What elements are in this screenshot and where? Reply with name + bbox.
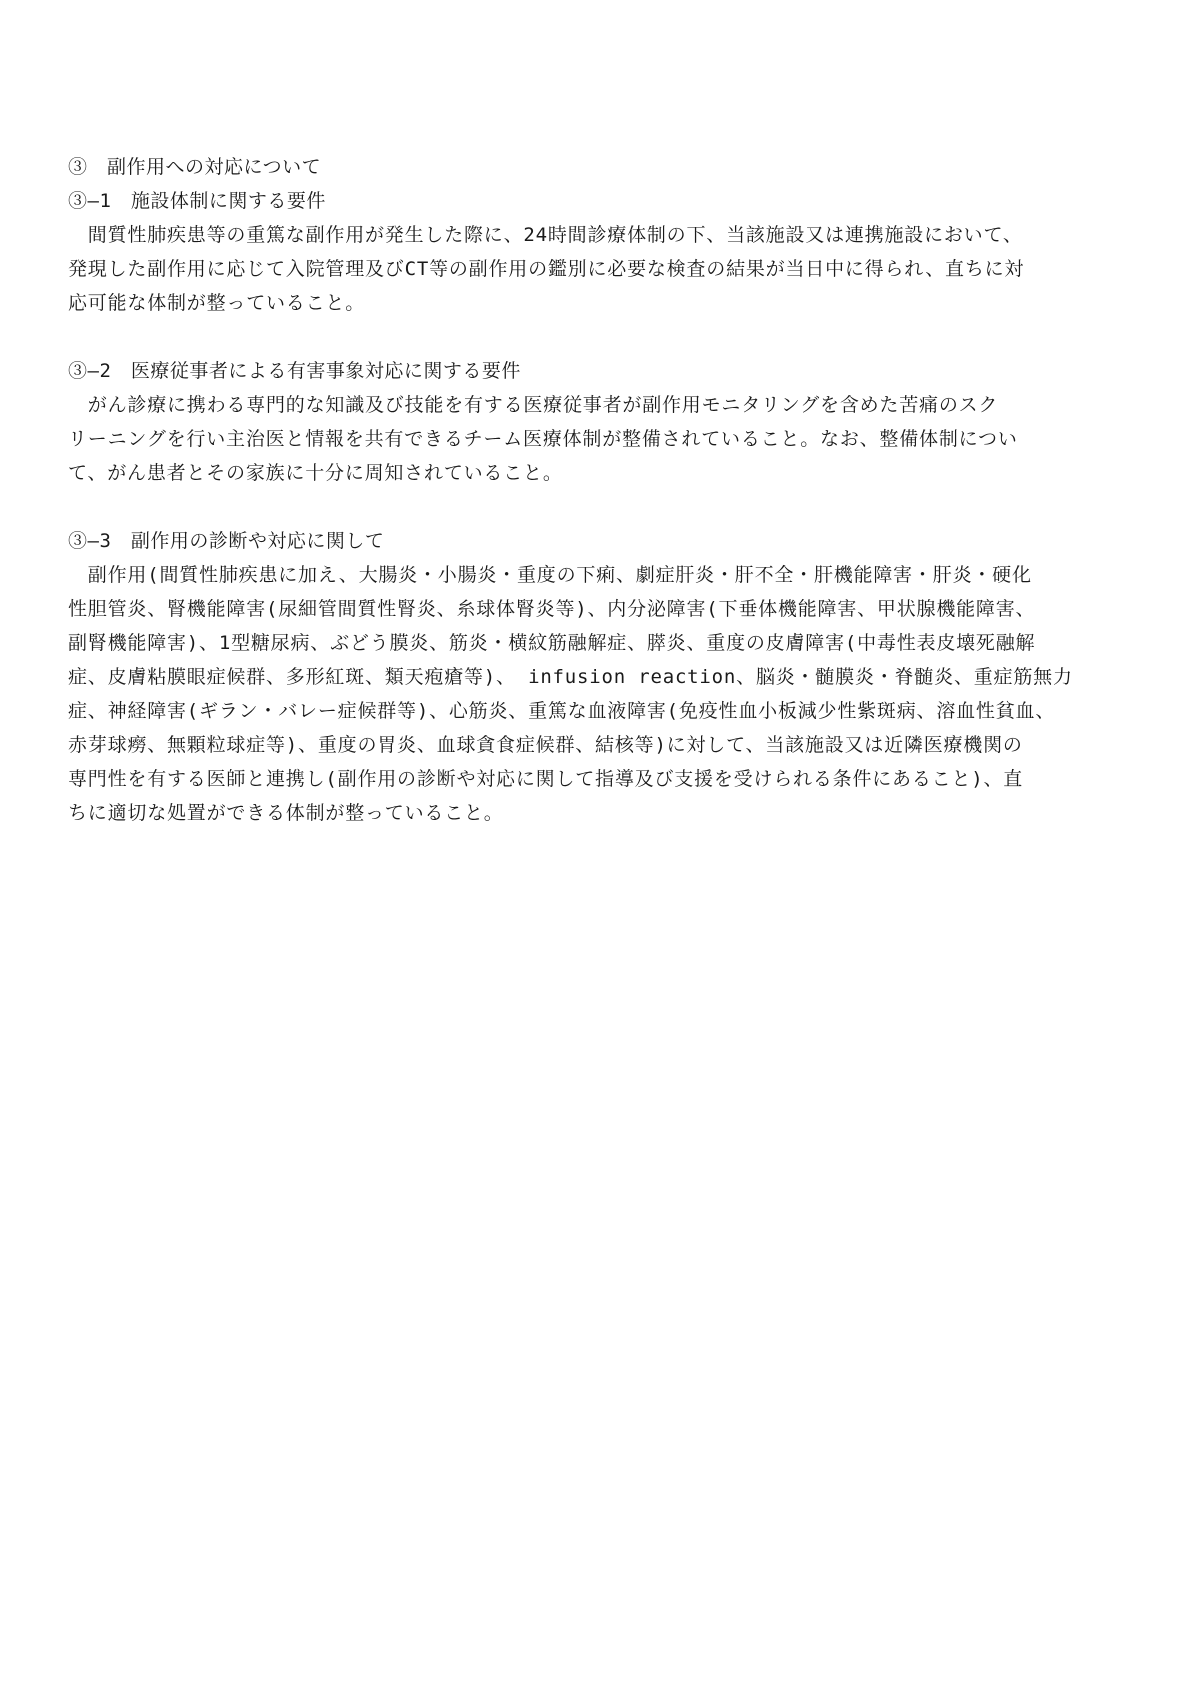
- section-2-line: リーニングを行い主治医と情報を共有できるチーム医療体制が整備されていること。なお、整備体制につい: [68, 428, 1018, 450]
- section-3-line: 症、皮膚粘膜眼症候群、多形紅斑、類天疱瘡等)、 infusion reaction、脳炎・髄膜炎・脊髄炎、重症筋無力: [68, 666, 1073, 688]
- section-3-line: 性胆管炎、腎機能障害(尿細管間質性腎炎、糸球体腎炎等)、内分泌障害(下垂体機能障害、甲状腺機能障害、: [68, 598, 1036, 620]
- section-1-heading: ③―1 施設体制に関する要件: [68, 190, 326, 212]
- section-3-line: ちに適切な処置ができる体制が整っていること。: [68, 802, 504, 824]
- document-body: [68, 150, 1118, 830]
- section-1-line: 応可能な体制が整っていること。: [68, 292, 366, 314]
- section-2-line: て、がん患者とその家族に十分に周知されていること。: [68, 462, 563, 484]
- section-3-line: 副作用(間質性肺疾患に加え、大腸炎・小腸炎・重度の下痢、劇症肝炎・肝不全・肝機能障害・肝炎・硬化: [68, 564, 1032, 586]
- section-1-line: 間質性肺疾患等の重篤な副作用が発生した際に、24時間診療体制の下、当該施設又は連携施設において、: [68, 224, 1023, 246]
- document-title: ③ 副作用への対応について: [68, 156, 322, 178]
- section-3-heading: ③―3 副作用の診断や対応に関して: [68, 530, 385, 552]
- section-3-line: 症、神経障害(ギラン・バレー症候群等)、心筋炎、重篤な血液障害(免疫性血小板減少性紫斑病、溶血性貧血、: [68, 700, 1056, 722]
- section-2-heading: ③―2 医療従事者による有害事象対応に関する要件: [68, 360, 521, 382]
- section-3-line: 副腎機能障害)、1型糖尿病、ぶどう膜炎、筋炎・横紋筋融解症、膵炎、重度の皮膚障害(中毒性表皮壊死融解: [68, 632, 1036, 654]
- section-3-line: 専門性を有する医師と連携し(副作用の診断や対応に関して指導及び支援を受けられる条件にあること)、直: [68, 768, 1024, 790]
- section-3-line: 赤芽球癆、無顆粒球症等)、重度の胃炎、血球貪食症候群、結核等)に対して、当該施設又は近隣医療機関の: [68, 734, 1023, 756]
- paragraph-gap: [68, 490, 1118, 524]
- section-1-line: 発現した副作用に応じて入院管理及びCT等の副作用の鑑別に必要な検査の結果が当日中に得られ、直ちに対: [68, 258, 1025, 280]
- paragraph-gap: [68, 320, 1118, 354]
- section-2-line: がん診療に携わる専門的な知識及び技能を有する医療従事者が副作用モニタリングを含めた苦痛のスク: [68, 394, 999, 416]
